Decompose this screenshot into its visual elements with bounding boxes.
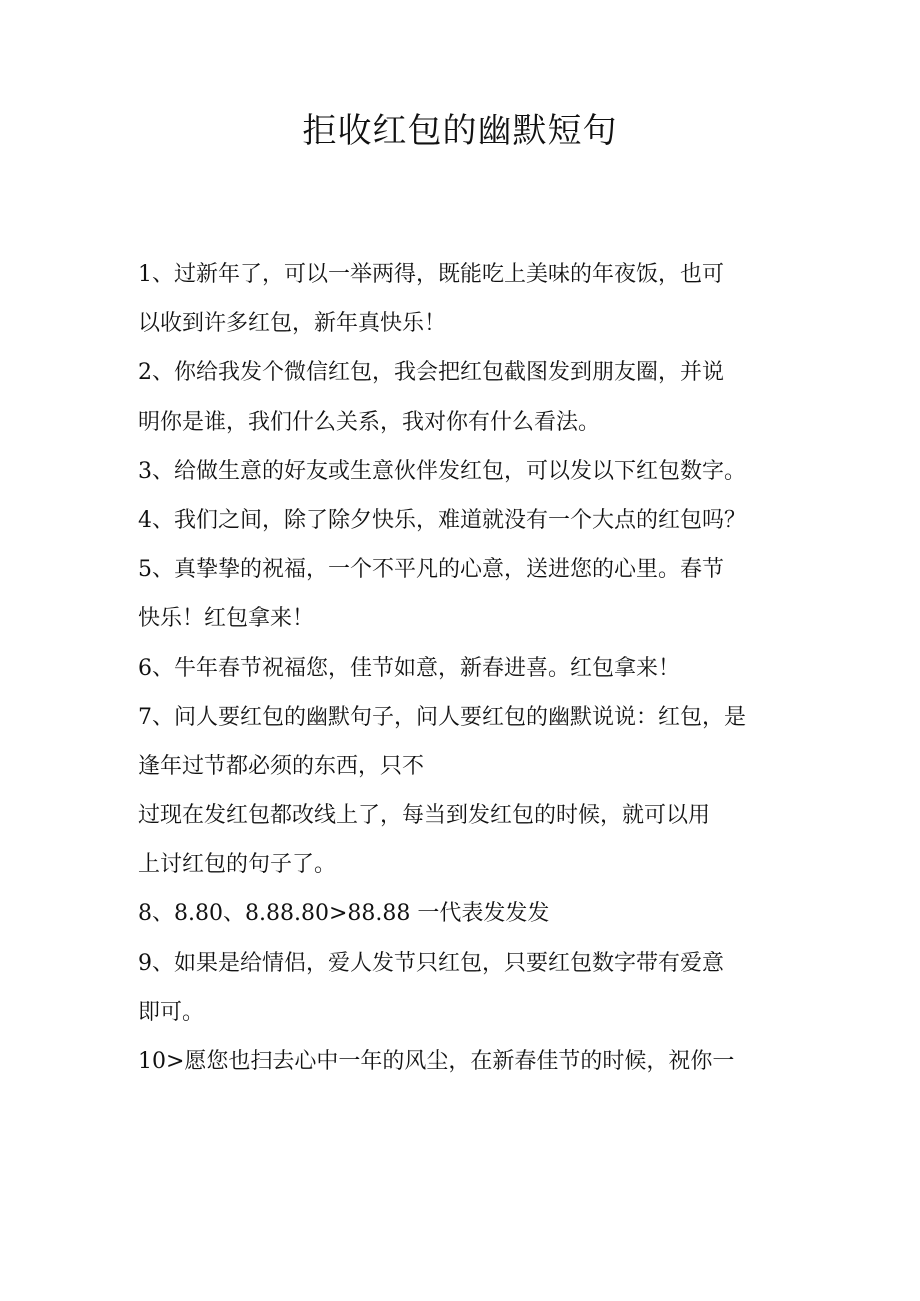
text-line: 9、如果是给情侣，爱人发节只红包，只要红包数字带有爱意 <box>138 950 724 976</box>
text-line: 过现在发红包都改线上了，每当到发红包的时候，就可以用 <box>138 803 711 829</box>
text-line: 7、问人要红包的幽默句子，问人要红包的幽默说说：红包，是 <box>138 704 746 730</box>
text-line: 10>愿您也扫去心中一年的风尘，在新春佳节的时候，祝你一 <box>138 1049 735 1074</box>
text-line: 1、过新年了，可以一举两得，既能吃上美味的年夜饭，也可 <box>138 262 724 287</box>
text-line: 上讨红包的句子了。 <box>138 852 337 878</box>
text-line: 逢年过节都必须的东西，只不 <box>138 753 425 779</box>
text-line: 2、你给我发个微信红包，我会把红包截图发到朋友圈，并说 <box>138 360 724 386</box>
text-line: 即可。 <box>138 999 205 1025</box>
text-line: 5、真挚挚的祝福，一个不平凡的心意，送进您的心里。春节 <box>138 557 724 583</box>
text-line: 快乐！红包拿来！ <box>138 606 315 632</box>
text-line: 8、8.80、8.88.80>88.88 一代表发发发 <box>138 901 550 927</box>
text-line: 以收到许多红包，新年真快乐！ <box>138 311 447 337</box>
text-line: 明你是谁，我们什么关系，我对你有什么看法。 <box>138 409 601 435</box>
document-title: 拒收红包的幽默短句 <box>302 111 618 151</box>
document-body <box>138 250 788 1086</box>
text-line: 6、牛年春节祝福您，佳节如意，新春进喜。红包拿来！ <box>138 655 680 681</box>
text-line: 4、我们之间，除了除夕快乐，难道就没有一个大点的红包吗？ <box>138 507 746 533</box>
text-line: 3、给做生意的好友或生意伙伴发红包，可以发以下红包数字。 <box>138 458 746 484</box>
